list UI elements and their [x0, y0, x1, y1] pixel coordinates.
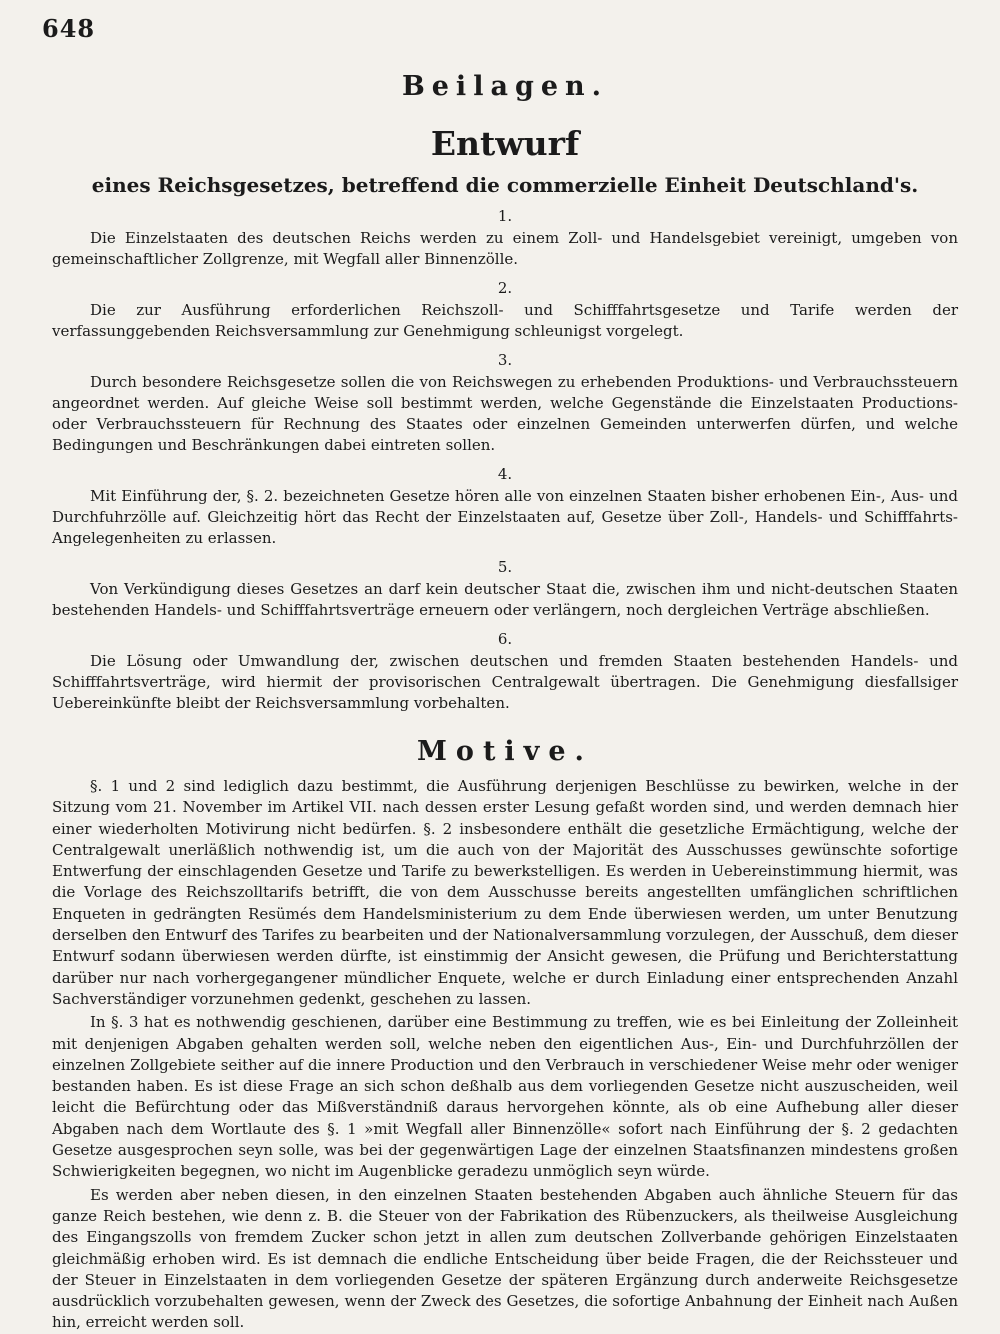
article [52, 464, 958, 549]
article-text: Von Verkündigung dieses Gesetzes an darf kein deutscher Staat die, zwischen ihm und nicht-deutschen Staaten bestehenden Handels- und Schifffahrtsverträge erneuern oder verlängern, noch dergleichen Verträge abschließen. [52, 580, 958, 619]
article-number: 3. [497, 351, 513, 369]
motive-paragraph: §. 1 und 2 sind lediglich dazu bestimmt, die Ausführung derjenigen Beschlüsse zu bewirken, welche in der Sitzung vom 21. November im Artikel VII. nach dessen erster Lesung gefaßt worden sind, und werden demnach hier einer wiederholten Motivirung nicht bedürfen. §. 2 insbesondere enthält die gesetzliche Ermächtigung, welche der Centralgewalt unerläßlich nothwendig ist, um die auch von der Majorität des Ausschusses gewünschte sofortige Entwerfung der einschlagenden Gesetze und Tarife zu bewerkstelligen. Es werden in Uebereinstimmung hiermit, was die Vorlage des Reichszolltarifs betrifft, die von dem Ausschusse bereits angestellten umfänglichen schriftlichen Enqueten in gedrängten Resümés dem Handelsministerium zu dem Ende überwiesen werden, um unter Benutzung derselben den Entwurf des Tarifes zu bearbeiten und der Nationalversammlung vorzulegen, der Ausschuß, dem dieser Entwurf sodann überwiesen werden dürfte, ist einstimmig der Ansicht gewesen, die Prüfung und Berichterstattung darüber nur nach vorhergegangener mündlicher Enquete, welche er durch Einladung einer entsprechenden Anzahl Sachverständiger vorzunehmen gedenkt, geschehen zu lassen. [52, 777, 958, 1008]
document-subtitle: eines Reichsgesetzes, betreffend die commerzielle Einheit Deutschland's. [91, 173, 919, 197]
article-text: Durch besondere Reichsgesetze sollen die von Reichswegen zu erhebenden Produktions- und Verbrauchssteuern angeordnet werden. Auf gleiche Weise soll bestimmt werden, welche Gegenstände die Einzelstaaten Productions- oder Verbrauchssteuern für Rechnung des Staates oder einzelnen Gemeinden unterwerfen dürfen, und welche Bedingungen und Beschränkungen dabei eintreten sollen. [52, 373, 958, 454]
motive-paragraph: In §. 3 hat es nothwendig geschienen, darüber eine Bestimmung zu treffen, wie es bei Einleitung der Zolleinheit mit denjenigen Abgaben gehalten werden soll, welche neben den eigentlichen Aus-, Ein- und Durchfuhrzöllen der einzelnen Zollgebiete seither auf die innere Production und den Verbrauch in verschiedener Weise mehr oder weniger bestanden haben. Es ist diese Frage an sich schon deßhalb aus dem vorliegenden Gesetze nicht auszuscheiden, weil leicht die Befürchtung oder das Mißverständniß daraus hervorgehen könnte, als ob eine Aufhebung aller dieser Abgaben nach dem Wortlaute des §. 1 »mit Wegfall aller Binnenzölle« sofort nach Einführung der §. 2 gedachten Gesetze ausgesprochen seyn solle, was bei der gegenwärtigen Lage der einzelnen Staatsfinanzen mindestens großen Schwierigkeiten begegnen, wo nicht im Augenblicke geradezu unmöglich seyn würde. [52, 1013, 958, 1181]
article-text: Die zur Ausführung erforderlichen Reichszoll- und Schifffahrtsgesetze und Tarife werden der verfassunggebenden Reichsversammlung zur Genehmigung schleunigst vorgelegt. [52, 301, 958, 340]
article-text: Mit Einführung der, §. 2. bezeichneten Gesetze hören alle von einzelnen Staaten bisher erhobenen Ein-, Aus- und Durchfuhrzölle auf. Gleichzeitig hört das Recht der Einzelstaaten auf, Gesetze über Zoll-, Handels- und Schifffahrts-Angelegenheiten zu erlassen. [52, 487, 958, 547]
article-number: 2. [497, 279, 513, 297]
article [52, 629, 958, 714]
motive-paragraph: Es werden aber neben diesen, in den einzelnen Staaten bestehenden Abgaben auch ähnliche Steuern für das ganze Reich bestehen, wie denn z. B. die Steuer von der Fabrikation des Rübenzuckers, als theilweise Ausgleichung des Eingangszolls von fremdem Zucker schon jetzt in allen zum deutschen Zollverbande gehörigen Einzelstaaten gleichmäßig erhoben wird. Es ist demnach die endliche Entscheidung über beide Fragen, die der Reichssteuer und der Steuer in Einzelstaaten in dem vorliegenden Gesetze der späteren Ergänzung durch anderweite Reichsgesetze ausdrücklich vorzubehalten gewesen, wenn der Zweck des Gesetzes, die sofortige Anbahnung der Einheit nach Außen hin, erreicht werden soll. [52, 1185, 958, 1332]
article [52, 350, 958, 456]
section-heading-beilagen: Beilagen. [401, 71, 609, 102]
article-number: 5. [497, 558, 513, 576]
articles [52, 206, 958, 714]
article [52, 557, 958, 621]
motive-body [52, 776, 958, 1334]
article-text: Die Einzelstaaten des deutschen Reichs werden zu einem Zoll- und Handelsgebiet vereinigt, umgeben von gemeinschaftlicher Zollgrenze, mit Wegfall aller Binnenzölle. [52, 229, 958, 268]
article-number: 4. [497, 465, 513, 483]
page-number: 648 [42, 14, 96, 43]
article [52, 206, 958, 270]
article-number: 1. [497, 207, 513, 225]
article [52, 278, 958, 342]
document-title: Entwurf [430, 124, 580, 163]
article-text: Die Lösung oder Umwandlung der, zwischen deutschen und fremden Staaten bestehenden Handels- und Schifffahrtsverträge, wird hiermit der provisorischen Centralgewalt übertragen. Die Genehmigung diesfallsiger Uebereinkünfte bleibt der Reichsversammlung vorbehalten. [52, 652, 958, 712]
article-number: 6. [497, 630, 513, 648]
section-heading-motive: Motive. [417, 736, 593, 767]
